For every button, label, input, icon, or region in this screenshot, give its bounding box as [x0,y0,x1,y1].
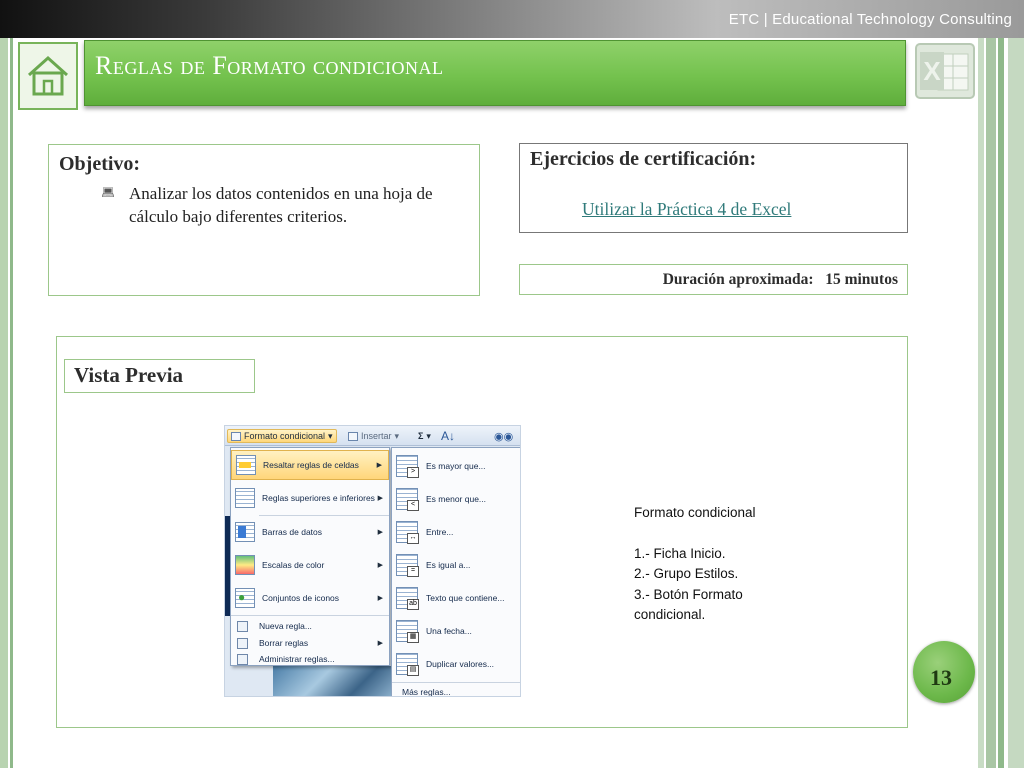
menu-item-label: Borrar reglas [259,638,309,648]
greater-than-icon [396,455,418,477]
highlight-rules-icon [236,455,256,475]
menu-item-clear-rules[interactable] [231,635,389,651]
notes-step: 3.- Botón Formato condicional. [634,586,743,622]
notes-block [634,503,814,626]
submenu-divider [392,682,520,683]
menu-item-manage-rules[interactable] [231,651,389,667]
right-stripe-3 [998,38,1004,768]
notes-step: 2.- Grupo Estilos. [634,566,739,581]
menu-item-new-rule[interactable] [231,618,389,634]
svg-text:X: X [923,56,941,86]
icon-sets-icon [235,588,255,608]
duration-value: 15 minutos [825,271,898,288]
practice-link[interactable]: Utilizar la Práctica 4 de Excel [582,199,792,219]
laptop-icon: 💻︎ [101,186,115,199]
notes-title: Formato condicional [634,505,756,520]
less-than-icon [396,488,418,510]
menu-item-data-bars[interactable] [231,517,389,547]
more-rules-label: Más reglas... [402,687,451,697]
submenu-arrow-icon: ▶ [376,462,382,469]
menu-item-label: Reglas superiores e inferiores [262,493,375,503]
dropdown-arrow-icon: ▾ [394,430,400,441]
duplicates-icon [396,653,418,675]
left-stripe [0,38,8,768]
submenu-arrow-icon: ▶ [377,640,383,647]
submenu-item-equal-to[interactable] [392,549,520,581]
sort-button[interactable] [438,429,458,443]
menu-item-icon-sets[interactable] [231,583,389,613]
exercises-box [519,143,908,233]
objective-item [101,182,469,228]
notes-step: 1.- Ficha Inicio. [634,545,726,561]
equal-to-icon [396,554,418,576]
right-stripe-2 [986,38,996,768]
sort-icon: A↓ [441,429,456,443]
insert-button[interactable] [345,429,402,443]
page-number: 13 [930,665,952,690]
left-stripe-inner [10,38,13,768]
menu-item-label: Barras de datos [262,527,323,537]
submenu-item-between[interactable] [392,516,520,548]
duration-text [663,271,898,289]
menu-item-label: Nueva regla... [259,621,312,631]
duration-box [519,264,908,295]
conditional-format-button[interactable] [227,429,337,443]
binoculars-icon: ◉◉ [494,430,514,443]
grid-icon [231,432,241,441]
submenu-arrow-icon: ▶ [377,595,383,602]
text-contains-icon [396,587,418,609]
submenu-arrow-icon: ▶ [377,529,383,536]
menu-item-label: Administrar reglas... [259,654,335,664]
submenu-item-less-than[interactable] [392,483,520,515]
submenu-item-label: Es igual a... [426,560,471,570]
top-bottom-icon [235,488,255,508]
submenu-arrow-icon: ▶ [377,495,383,502]
submenu-arrow-icon: ▶ [377,562,383,569]
submenu-item-more-rules[interactable] [392,684,520,697]
excel-icon [914,42,976,100]
data-bars-icon [235,522,255,542]
dropdown-arrow-icon: ▾ [328,430,333,441]
title-bar [84,40,906,106]
page-number-badge [913,641,975,703]
conditional-format-label: Formato condicional [244,431,326,441]
menu-item-top-bottom-rules[interactable] [231,483,389,513]
new-rule-icon [237,621,248,632]
submenu-item-date[interactable] [392,615,520,647]
objective-text: Analizar los datos contenidos en una hoja de cálculo bajo diferentes criterios. [129,184,433,226]
manage-rules-icon [237,654,248,665]
submenu-item-label: Duplicar valores... [426,659,495,669]
dropdown-arrow-icon: ▾ [426,430,431,441]
right-stripe-4 [1008,38,1024,768]
insert-icon [348,432,358,441]
home-button[interactable] [18,42,78,110]
clear-rules-icon [237,638,248,649]
submenu-item-label: Es mayor que... [426,461,486,471]
objective-heading: Objetivo: [59,153,141,175]
preview-label: Vista Previa [74,363,184,387]
color-scales-icon [235,555,255,575]
sigma-icon: Σ [418,431,424,441]
calendar-icon [396,620,418,642]
autosum-button[interactable] [415,429,434,443]
objective-box [48,144,480,296]
exercises-heading: Ejercicios de certificación: [530,148,757,170]
submenu-item-label: Es menor que... [426,494,487,504]
insert-label: Insertar [361,431,392,441]
highlight-rules-submenu [391,447,521,697]
submenu-item-text-contains[interactable] [392,582,520,614]
menu-item-highlight-rules[interactable] [231,450,389,480]
find-button[interactable] [491,429,516,443]
brand-text: ETC | Educational Technology Consulting [728,11,1012,28]
excel-ribbon [225,426,521,446]
conditional-format-menu [230,447,390,666]
menu-divider [259,515,389,516]
between-icon [396,521,418,543]
menu-item-color-scales[interactable] [231,550,389,580]
top-banner [0,0,1024,38]
excel-screenshot [224,425,521,697]
menu-item-label: Resaltar reglas de celdas [263,460,359,470]
duration-label: Duración aproximada: [662,271,814,288]
submenu-item-label: Texto que contiene... [426,593,505,603]
menu-item-label: Escalas de color [262,560,325,570]
preview-label-box [64,359,255,393]
home-icon [25,53,71,99]
submenu-item-duplicates[interactable] [392,648,520,680]
submenu-item-greater-than[interactable] [392,450,520,482]
sheet-image [273,666,393,697]
submenu-item-label: Entre... [426,527,454,537]
page-title: Reglas de Formato condicional [95,51,444,80]
menu-item-label: Conjuntos de iconos [262,593,340,603]
menu-divider [231,615,389,616]
right-stripe-1 [978,38,984,768]
submenu-item-label: Una fecha... [426,626,472,636]
